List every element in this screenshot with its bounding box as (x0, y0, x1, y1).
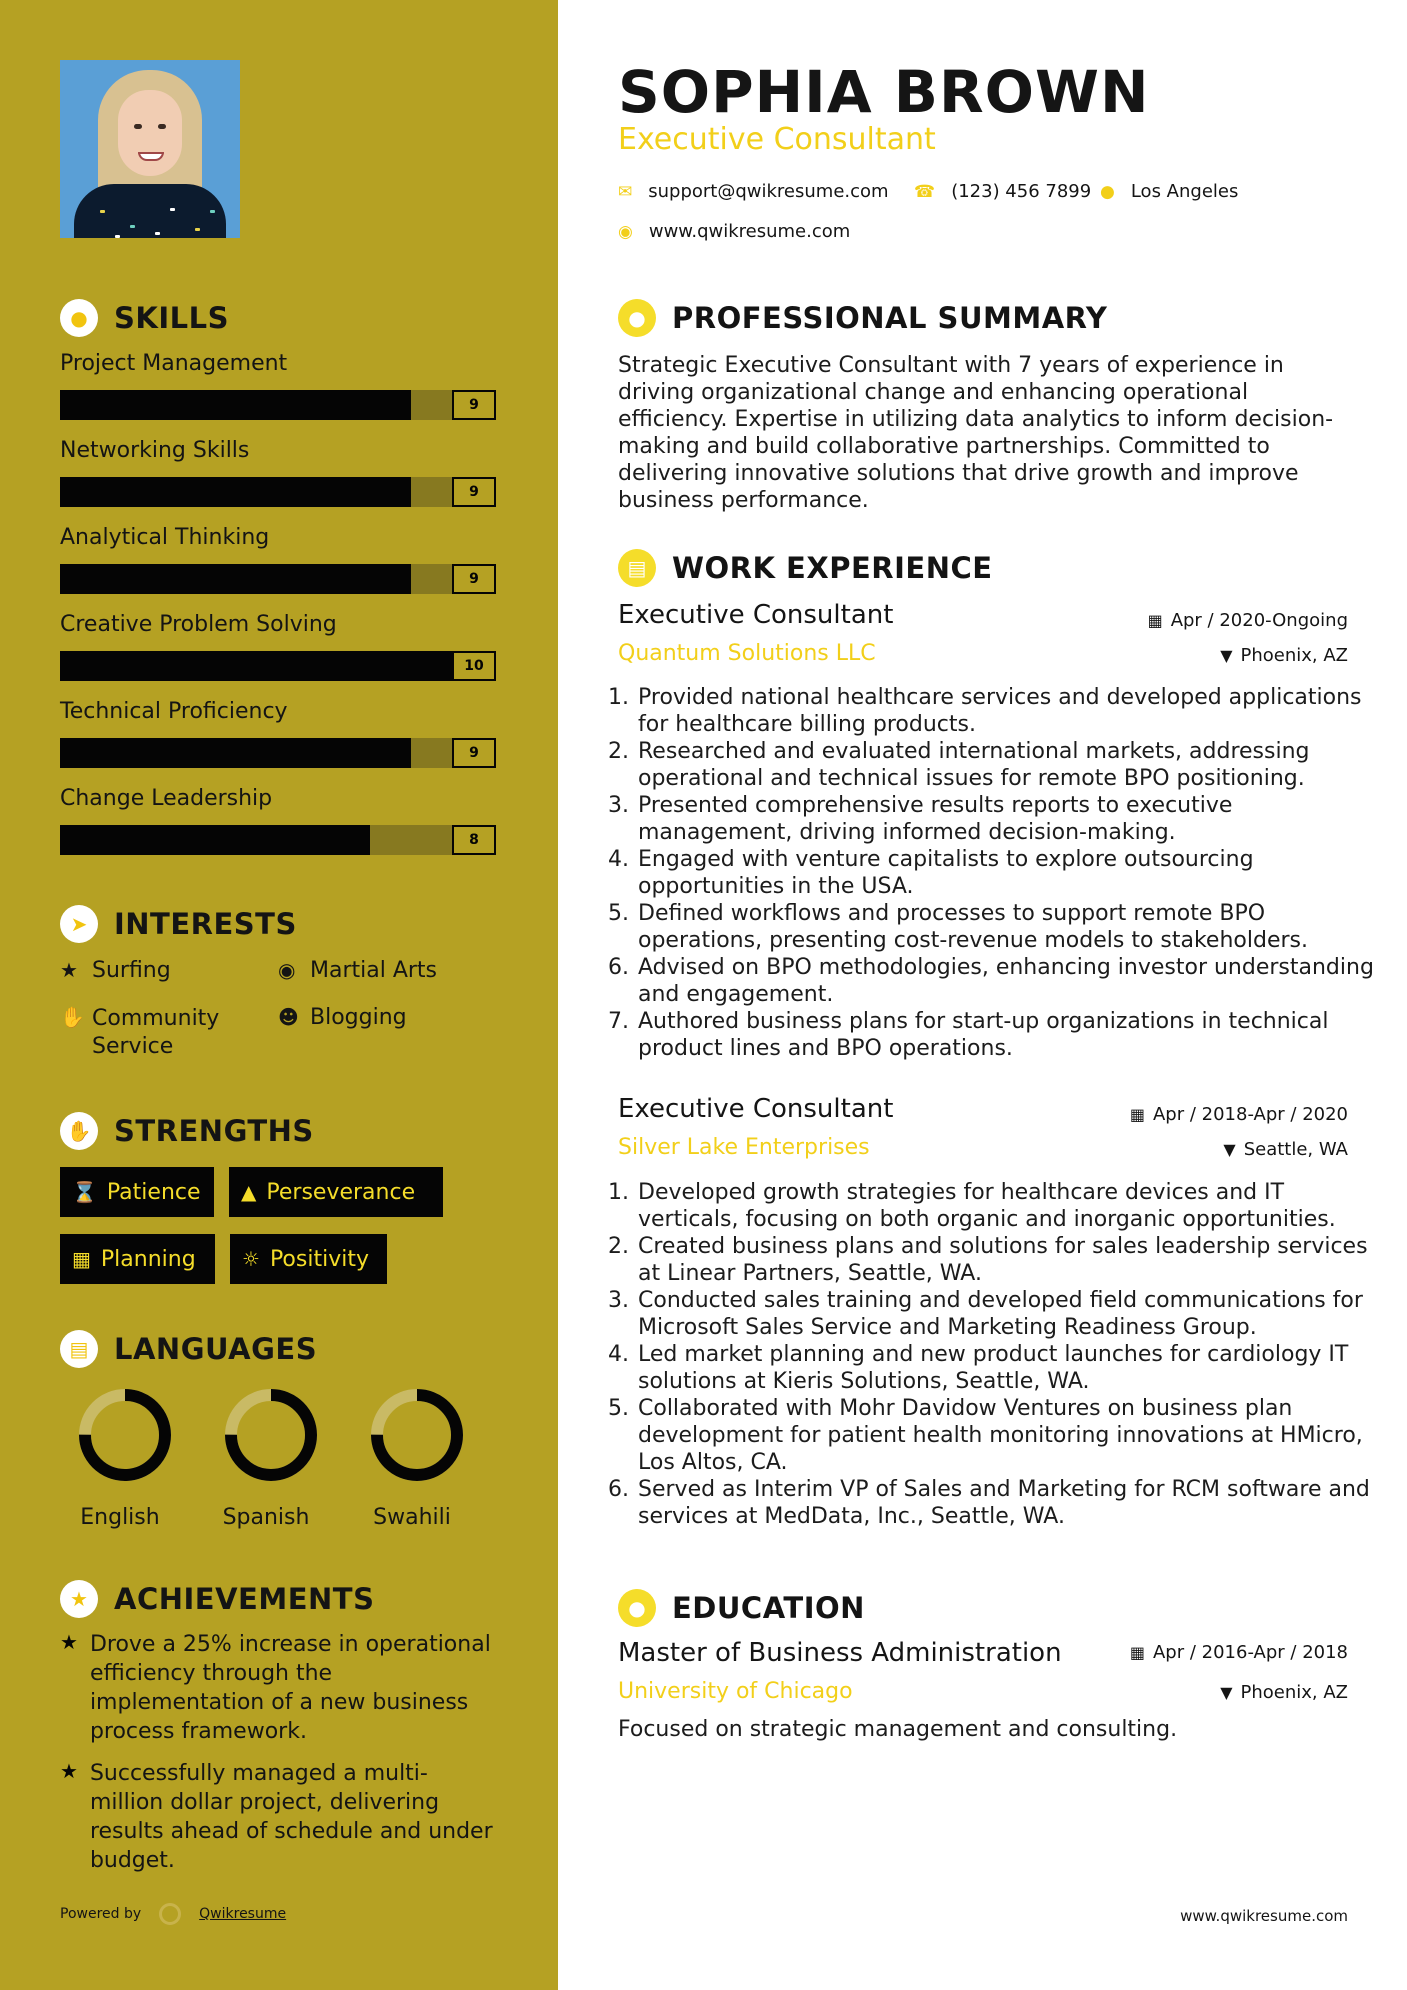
paper-plane-icon: ➤ (60, 905, 98, 943)
skill-bar (60, 738, 496, 768)
degree-title: Master of Business Administration (618, 1638, 1062, 1668)
calendar-icon: ▦ (1147, 611, 1163, 630)
achievement-item: ★ Successfully managed a multi-million dollar project, delivering results ahead of schedule and under budget. (60, 1759, 493, 1873)
sun-icon: ☼ (242, 1247, 260, 1271)
strength-tag: ☼ Positivity (230, 1234, 387, 1284)
list-item: 7. Authored business plans for start-up organizations in technical product lines and BPO operations. (636, 1008, 1378, 1062)
graduation-icon: ● (618, 1589, 656, 1627)
list-item: 5. Collaborated with Mohr Davidow Ventures on business plan development for patient health monitoring innovations at HMicro, Los Altos, CA. (636, 1395, 1378, 1476)
skills-heading: ● SKILLS (60, 299, 229, 337)
language-item: English (60, 1385, 180, 1530)
language-ring (221, 1385, 321, 1485)
contact-email[interactable]: ✉ support@qwikresume.com (618, 181, 889, 202)
map-pin-icon: ● (1100, 181, 1115, 202)
skill-bar (60, 477, 496, 507)
list-item: 6. Advised on BPO methodologies, enhancing investor understanding and engagement. (636, 954, 1378, 1008)
education-heading: ● EDUCATION (618, 1589, 865, 1627)
interests-heading: ➤ INTERESTS (60, 905, 297, 943)
skill-bar (60, 564, 496, 594)
list-item: 4. Led market planning and new product launches for cardiology IT solutions at Kieris Solutions, Seattle, WA. (636, 1341, 1378, 1395)
hand-palm-icon: ✋ (60, 1112, 98, 1150)
job-bullets (610, 1179, 1378, 1530)
globe-icon: ◉ (278, 958, 296, 982)
list-item: 4. Engaged with venture capitalists to explore outsourcing opportunities in the USA. (636, 846, 1378, 900)
contact-website[interactable]: ◉ www.qwikresume.com (618, 221, 851, 242)
qwikresume-logo-icon (159, 1903, 181, 1925)
list-item: 2. Created business plans and solutions for sales leadership services at Linear Partners, Seattle, WA. (636, 1233, 1378, 1287)
skill-score: 8 (452, 825, 496, 855)
hourglass-icon: ⌛ (72, 1180, 97, 1204)
job-location: ▼ Seattle, WA (1223, 1139, 1348, 1160)
job-dates: ▦ Apr / 2018-Apr / 2020 (1129, 1104, 1348, 1125)
job-bullets (610, 684, 1378, 1062)
skill-score: 9 (452, 390, 496, 420)
pushpin-icon: ▼ (1220, 1683, 1233, 1702)
shooting-star-icon: ★ (60, 1630, 78, 1654)
languages-heading: ▤ LANGUAGES (60, 1330, 317, 1368)
list-item: 1. Developed growth strategies for healthcare devices and IT verticals, focusing on both organic and inorganic opportunities. (636, 1179, 1378, 1233)
contact-phone: ☎ (123) 456 7899 (914, 181, 1092, 202)
globe-icon: ◉ (618, 221, 633, 242)
job-dates: ▦ Apr / 2020-Ongoing (1147, 610, 1348, 631)
id-card-icon: ▤ (60, 1330, 98, 1368)
skill-name: Analytical Thinking (60, 525, 270, 550)
calendar-icon: ▦ (1129, 1105, 1145, 1124)
experience-heading: ▤ WORK EXPERIENCE (618, 549, 993, 587)
skill-name: Networking Skills (60, 438, 250, 463)
skill-name: Change Leadership (60, 786, 273, 811)
skill-score: 9 (452, 477, 496, 507)
summary-text: Strategic Executive Consultant with 7 years of experience in driving organizational change and enhancing operational efficiency. Expertise in utilizing data analytics to inform decision-making and build collaborative partnerships. Committed to delivering innovative solutions that drive growth and improve business performance. (618, 353, 1334, 513)
education-description: Focused on strategic management and consulting. (618, 1717, 1178, 1742)
shooting-star-icon: ★ (60, 1759, 78, 1783)
calendar-icon: ▦ (1129, 1643, 1145, 1662)
language-item: Spanish (206, 1385, 326, 1530)
skill-name: Project Management (60, 351, 288, 376)
skill-bar (60, 390, 496, 420)
achievements-heading: ★ ACHIEVEMENTS (60, 1580, 374, 1618)
interest-item: ✋ Community Service (60, 1005, 220, 1059)
hand-icon: ✋ (60, 1005, 85, 1029)
job-title: Executive Consultant (618, 600, 894, 630)
candidate-role: Executive Consultant (618, 122, 936, 157)
lightbulb-icon: ● (60, 299, 98, 337)
brand-link[interactable]: Qwikresume (199, 1906, 287, 1922)
star-badge-icon: ★ (60, 1580, 98, 1618)
contact-location: ● Los Angeles (1100, 181, 1239, 202)
interest-item: ★ Surfing (60, 958, 171, 983)
skill-score: 9 (452, 738, 496, 768)
powered-by: Powered by Qwikresume (60, 1903, 286, 1925)
education-dates: ▦ Apr / 2016-Apr / 2018 (1129, 1642, 1348, 1663)
list-item: 5. Defined workflows and processes to support remote BPO operations, presenting cost-revenue models to stakeholders. (636, 900, 1378, 954)
job-location: ▼ Phoenix, AZ (1220, 645, 1348, 666)
language-ring (75, 1385, 175, 1485)
footer-website[interactable]: www.qwikresume.com (1180, 1907, 1348, 1925)
users-icon: ☻ (278, 1005, 299, 1029)
skill-bar (60, 825, 496, 855)
skill-bar (60, 651, 496, 681)
road-icon: ▲ (241, 1180, 257, 1204)
interest-item: ◉ Martial Arts (278, 958, 438, 983)
list-item: 3. Presented comprehensive results reports to executive management, driving informed decision-making. (636, 792, 1378, 846)
calendar-icon: ▦ (72, 1247, 91, 1271)
skill-name: Technical Proficiency (60, 699, 288, 724)
list-item: 2. Researched and evaluated international markets, addressing operational and technical issues for remote BPO positioning. (636, 738, 1378, 792)
skill-score: 10 (452, 651, 496, 681)
phone-icon: ☎ (914, 181, 936, 202)
job-title: Executive Consultant (618, 1094, 894, 1124)
job-company: Silver Lake Enterprises (618, 1135, 870, 1160)
skill-name: Creative Problem Solving (60, 612, 337, 637)
pushpin-icon: ▼ (1223, 1140, 1236, 1159)
star-icon: ★ (60, 958, 78, 982)
language-ring (367, 1385, 467, 1485)
school-name: University of Chicago (618, 1679, 853, 1704)
skill-score: 9 (452, 564, 496, 594)
summary-heading: ● PROFESSIONAL SUMMARY (618, 299, 1107, 337)
candidate-name: SOPHIA BROWN (618, 58, 1150, 126)
list-item: 6. Served as Interim VP of Sales and Marketing for RCM software and services at MedData, Inc., Seattle, WA. (636, 1476, 1378, 1530)
user-icon: ● (618, 299, 656, 337)
strength-tag: ▲ Perseverance (229, 1167, 443, 1217)
language-item: Swahili (352, 1385, 472, 1530)
pushpin-icon: ▼ (1220, 646, 1233, 665)
achievement-item: ★ Drove a 25% increase in operational efficiency through the implementation of a new business process framework. (60, 1630, 491, 1744)
job-company: Quantum Solutions LLC (618, 641, 876, 666)
strength-tag: ⌛ Patience (60, 1167, 214, 1217)
list-item: 3. Conducted sales training and developed field communications for Microsoft Sales Service and Marketing Readiness Group. (636, 1287, 1378, 1341)
interest-item: ☻ Blogging (278, 1005, 407, 1030)
sidebar (0, 0, 558, 1990)
strengths-heading: ✋ STRENGTHS (60, 1112, 314, 1150)
envelope-icon: ✉ (618, 181, 633, 202)
briefcase-icon: ▤ (618, 549, 656, 587)
profile-photo (60, 60, 240, 238)
education-location: ▼ Phoenix, AZ (1220, 1682, 1348, 1703)
strength-tag: ▦ Planning (60, 1234, 215, 1284)
list-item: 1. Provided national healthcare services and developed applications for healthcare billing products. (636, 684, 1378, 738)
